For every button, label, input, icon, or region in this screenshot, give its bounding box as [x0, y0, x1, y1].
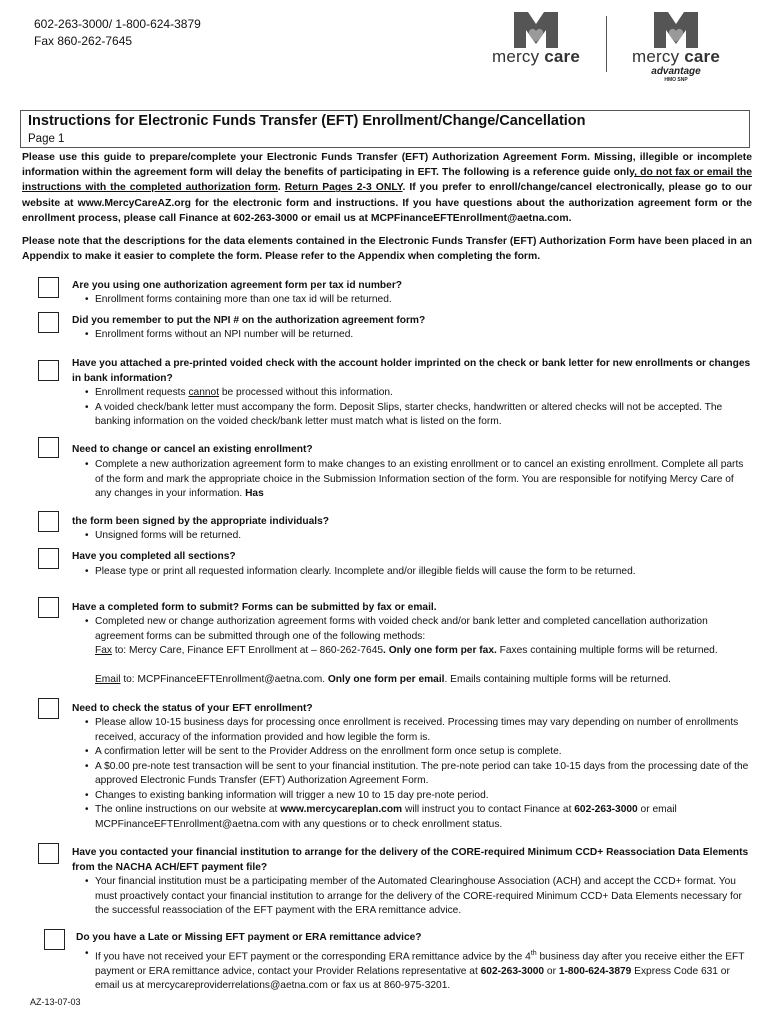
contact-info [34, 16, 201, 50]
list-item: • Unsigned forms will be returned. [95, 529, 750, 544]
list-item: • Please allow 10-15 business days for processing once enrollment is received. Processing times may vary depending on number of enrollments received, accuracy of the information provided and how legible the form is. [95, 716, 750, 745]
list-item: • A confirmation letter will be sent to the Provider Address on the enrollment form once setup is complete. [95, 745, 750, 760]
bullets-submit [95, 615, 750, 644]
bullets-change-cancel [95, 458, 750, 502]
hmo-snp-label: HMO SNP [664, 77, 688, 83]
bullets-signed [95, 529, 750, 544]
list-item: • The online instructions on our website at www.mercycareplan.com will instruct you to contact Finance at 602-263-3000 or email MCPFinanceEFTEnrollment@aetna.com with any questions or to check enrollment status. [95, 803, 750, 832]
email-instructions: Email to: MCPFinanceEFTEnrollment@aetna.com. Only one form per email. Emails containing multiple forms will be returned. [95, 674, 671, 685]
list-item: • A $0.00 pre-note test transaction will be sent to your financial institution. The pre-note period can take 10-15 days from the processing date of the approved Electronic Funds Transfer (EFT) Authorization Agreement Form. [95, 760, 750, 789]
checkbox-financial-institution[interactable] [38, 843, 59, 864]
bullets-voided-check [95, 386, 750, 430]
question-status: Need to check the status of your EFT enrollment? [72, 703, 313, 714]
list-item: • A voided check/bank letter must accompany the form. Deposit Slips, starter checks, handwritten or altered checks will not be accepted. The banking information on the voided check/bank letter must match what is listed on the form. [95, 401, 750, 430]
checkbox-all-sections[interactable] [38, 548, 59, 569]
bullets-financial-institution [95, 875, 750, 919]
bullets-all-sections [95, 565, 750, 580]
list-item: • Changes to existing banking information will trigger a new 10 to 15 day pre-note period. [95, 789, 750, 804]
list-item: • If you have not received your EFT payment or the corresponding ERA remittance advice by the 4th business day after you receive either the EFT payment or ERA remittance advice, contact your Provider Relations representative at 602-263-3000 or 1-800-624-3879 Express Code 631 or email us at mercycareproviderrelations@aetna.com or fax us at 860-975-3201. [95, 947, 750, 994]
checkbox-submit[interactable] [38, 597, 59, 618]
bullets-npi [95, 328, 750, 343]
advantage-label: advantage [651, 66, 701, 77]
form-code: AZ-13-07-03 [30, 997, 81, 1007]
list-item: • Enrollment forms containing more than one tax id will be returned. [95, 293, 750, 308]
bullets-tax-id [95, 293, 750, 308]
checkbox-change-cancel[interactable] [38, 437, 59, 458]
question-tax-id: Are you using one authorization agreement form per tax id number? [72, 280, 403, 291]
question-submit: Have a completed form to submit? Forms can be submitted by fax or email. [72, 602, 437, 613]
fax-instructions: Fax to: Mercy Care, Finance EFT Enrollment at – 860-262-7645. Only one form per fax. Faxes containing multiple forms will be returned. [95, 645, 718, 656]
fax-number: Fax 860-262-7645 [34, 34, 133, 48]
list-item: • Completed new or change authorization agreement forms with voided check and/or bank letter and completed cancellation authorization agreement forms can be submitted through one of the following methods: [95, 615, 750, 644]
bullets-late-payment [95, 947, 750, 994]
appendix-note: Please note that the descriptions for the data elements contained in the Electronic Funds Transfer (EFT) Authorization Form have been placed in an Appendix to make it easier to complete the form. Please refer to the Appendix when completing the form. [22, 236, 752, 263]
checkbox-npi[interactable] [38, 312, 59, 333]
mercy-care-logo [466, 12, 606, 66]
question-npi: Did you remember to put the NPI # on the authorization agreement form? [72, 315, 426, 326]
page-label: Page 1 [28, 133, 65, 145]
document-title: Instructions for Electronic Funds Transfer (EFT) Enrollment/Change/Cancellation [28, 113, 586, 129]
list-item: • Please type or print all requested information clearly. Incomplete and/or illegible fields will cause the form to be returned. [95, 565, 750, 580]
checkbox-voided-check[interactable] [38, 360, 59, 381]
intro-paragraph: Please use this guide to prepare/complete your Electronic Funds Transfer (EFT) Authorization Agreement Form. Missing, illegible or incomplete information within the agreement form will delay the benefits of participating in EFT. The following is a reference guide only, do not fax or email the instructions with the completed authorization form. Return Pages 2-3 ONLY. If you prefer to enroll/change/cancel electronically, please go to our website at www.MercyCareAZ.org for the electronic form and instructions. If you have questions about the authorization agreement form or the enrollment process, please call Finance at 602-263-3000 or email us at MCPFinanceEFTEnrollment@aetna.com. [22, 152, 752, 224]
question-voided-check: Have you attached a pre-printed voided check with the account holder imprinted on the check or bank letter for new enrollments or changes in bank information? [72, 358, 751, 384]
list-item: • Your financial institution must be a participating member of the Automated Clearinghouse Association (ACH) and accept the CCD+ format. You must proactively contact your financial institution to arrange for the delivery of the CORE-required Minimum CCD+ Data Elements necessary for the successful reassociation of the EFT payment with the ERA remittance advice. [95, 875, 750, 919]
list-item: • Enrollment requests cannot be processed without this information. [95, 386, 750, 401]
mercy-care-emblem-icon [512, 12, 560, 48]
question-signed: the form been signed by the appropriate individuals? [72, 516, 329, 527]
list-item: • Enrollment forms without an NPI number will be returned. [95, 328, 750, 343]
list-item: • Complete a new authorization agreement form to make changes to an existing enrollment or to cancel an existing enrollment. Complete all parts of the form and mark the appropriate choice in the Submission Information section of the form. You are responsible for notifying Mercy Care of any changes in your information. Has [95, 458, 750, 502]
phone-numbers: 602-263-3000/ 1-800-624-3879 [34, 17, 201, 31]
mercy-care-wordmark: mercy care [492, 47, 580, 66]
bullets-status [95, 716, 750, 832]
checkbox-signed[interactable] [38, 511, 59, 532]
checkbox-tax-id[interactable] [38, 277, 59, 298]
mercy-care-advantage-logo [606, 12, 746, 84]
checkbox-late-payment[interactable] [44, 929, 65, 950]
question-late-payment: Do you have a Late or Missing EFT payment or ERA remittance advice? [76, 932, 422, 943]
mercy-care-advantage-emblem-icon [652, 12, 700, 48]
question-change-cancel: Need to change or cancel an existing enrollment? [72, 444, 313, 455]
mercy-care-advantage-wordmark: mercy care [632, 47, 720, 66]
question-all-sections: Have you completed all sections? [72, 551, 236, 562]
checkbox-status[interactable] [38, 698, 59, 719]
question-financial-institution: Have you contacted your financial institution to arrange for the delivery of the CORE-required Minimum CCD+ Reassociation Data Elements from the NACHA ACH/EFT payment file? [72, 847, 749, 873]
